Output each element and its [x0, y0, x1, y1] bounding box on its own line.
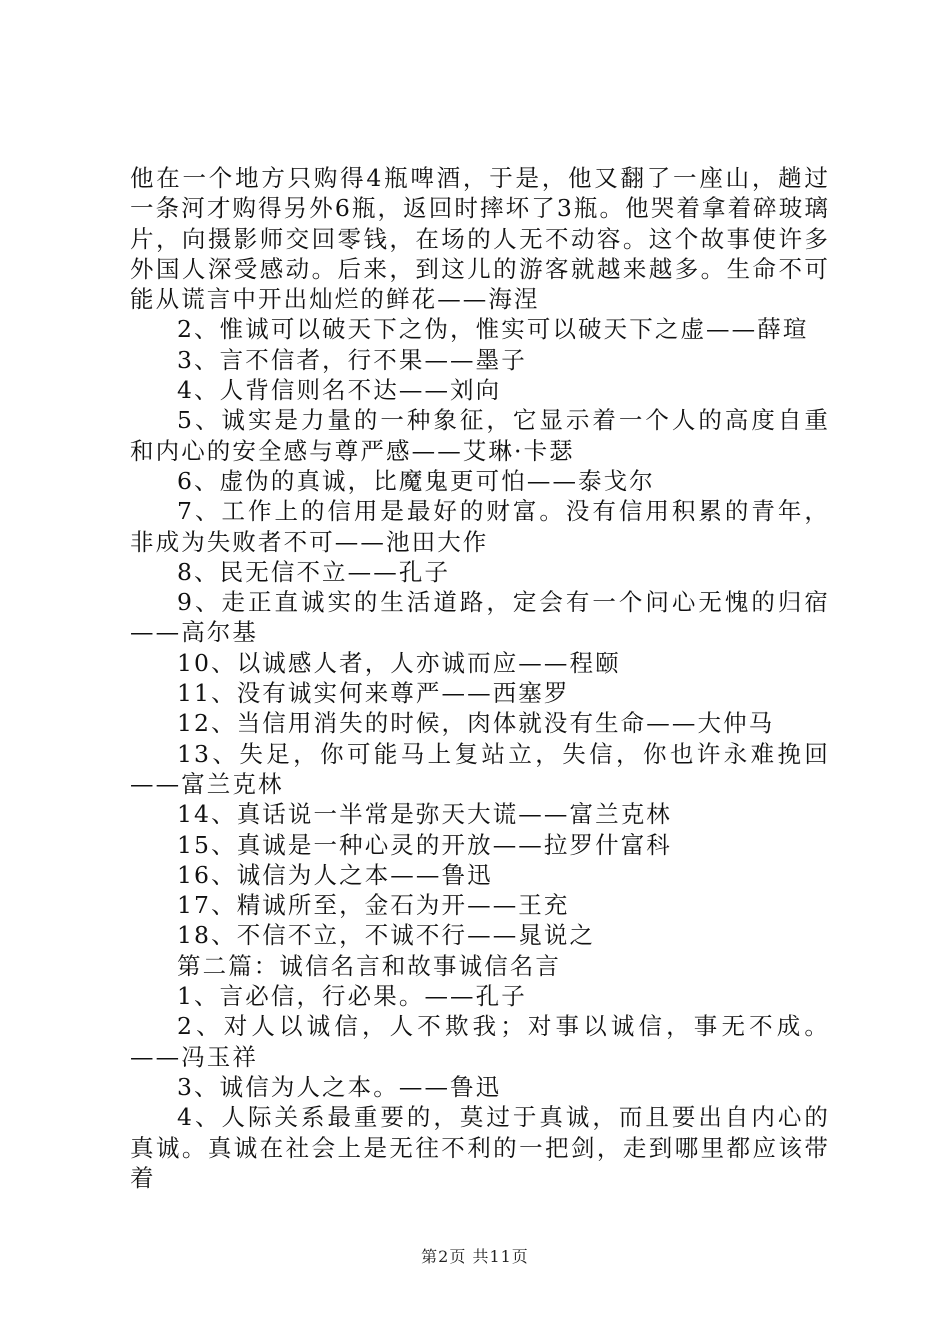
paragraph: 10、以诚感人者，人亦诚而应——程颐 [177, 648, 621, 677]
paragraph: 3、言不信者，行不果——墨子 [177, 345, 527, 374]
paragraph: 15、真诚是一种心灵的开放——拉罗什富科 [177, 830, 672, 859]
paragraph: 16、诚信为人之本——鲁迅 [177, 860, 493, 889]
paragraph: 12、当信用消失的时候，肉体就没有生命——大仲马 [177, 709, 775, 738]
paragraph: 3、诚信为人之本。——鲁迅 [177, 1072, 502, 1101]
paragraph: 6、虚伪的真诚，比魔鬼更可怕——泰戈尔 [177, 466, 655, 495]
page-number-footer: 第2页 共11页 [421, 1247, 529, 1266]
paragraph: 9、走正直诚实的生活道路，定会有一个问心无愧的归宿——高尔基 [130, 588, 830, 647]
paragraph: 4、人背信则名不达——刘向 [177, 376, 502, 405]
paragraph: 5、诚实是力量的一种象征，它显示着一个人的高度自重和内心的安全感与尊严感——艾琳·卡瑟 [130, 406, 830, 465]
paragraph: 他在一个地方只购得4瓶啤酒，于是，他又翻了一座山，趟过一条河才购得另外6瓶，返回时摔坏了3瓶。他哭着拿着碎玻璃片，向摄影师交回零钱，在场的人无不动容。这个故事使许多外国人深受感动。后来，到这儿的游客就越来越多。生命不可能从谎言中开出灿烂的鲜花——海涅 [130, 164, 830, 314]
paragraph: 11、没有诚实何来尊严——西塞罗 [177, 679, 570, 708]
paragraph: 7、工作上的信用是最好的财富。没有信用积累的青年，非成为失败者不可——池田大作 [130, 497, 830, 556]
paragraph: 1、言必信，行必果。——孔子 [177, 982, 527, 1011]
paragraph: 13、失足，你可能马上复站立，失信，你也许永难挽回——富兰克林 [130, 739, 830, 798]
document-body [130, 163, 830, 1193]
paragraph: 17、精诚所至，金石为开——王充 [177, 891, 570, 920]
paragraph: 18、不信不立，不诚不行——晁说之 [177, 921, 596, 950]
paragraph: 2、对人以诚信，人不欺我；对事以诚信，事无不成。——冯玉祥 [130, 1012, 830, 1071]
paragraph: 8、民无信不立——孔子 [177, 557, 451, 586]
paragraph: 2、惟诚可以破天下之伪，惟实可以破天下之虚——薛瑄 [177, 315, 809, 344]
section-heading: 第二篇：诚信名言和故事诚信名言 [177, 951, 561, 980]
paragraph: 4、人际关系最重要的，莫过于真诚，而且要出自内心的真诚。真诚在社会上是无往不利的一把剑，走到哪里都应该带着 [130, 1103, 830, 1192]
paragraph: 14、真话说一半常是弥天大谎——富兰克林 [177, 800, 672, 829]
